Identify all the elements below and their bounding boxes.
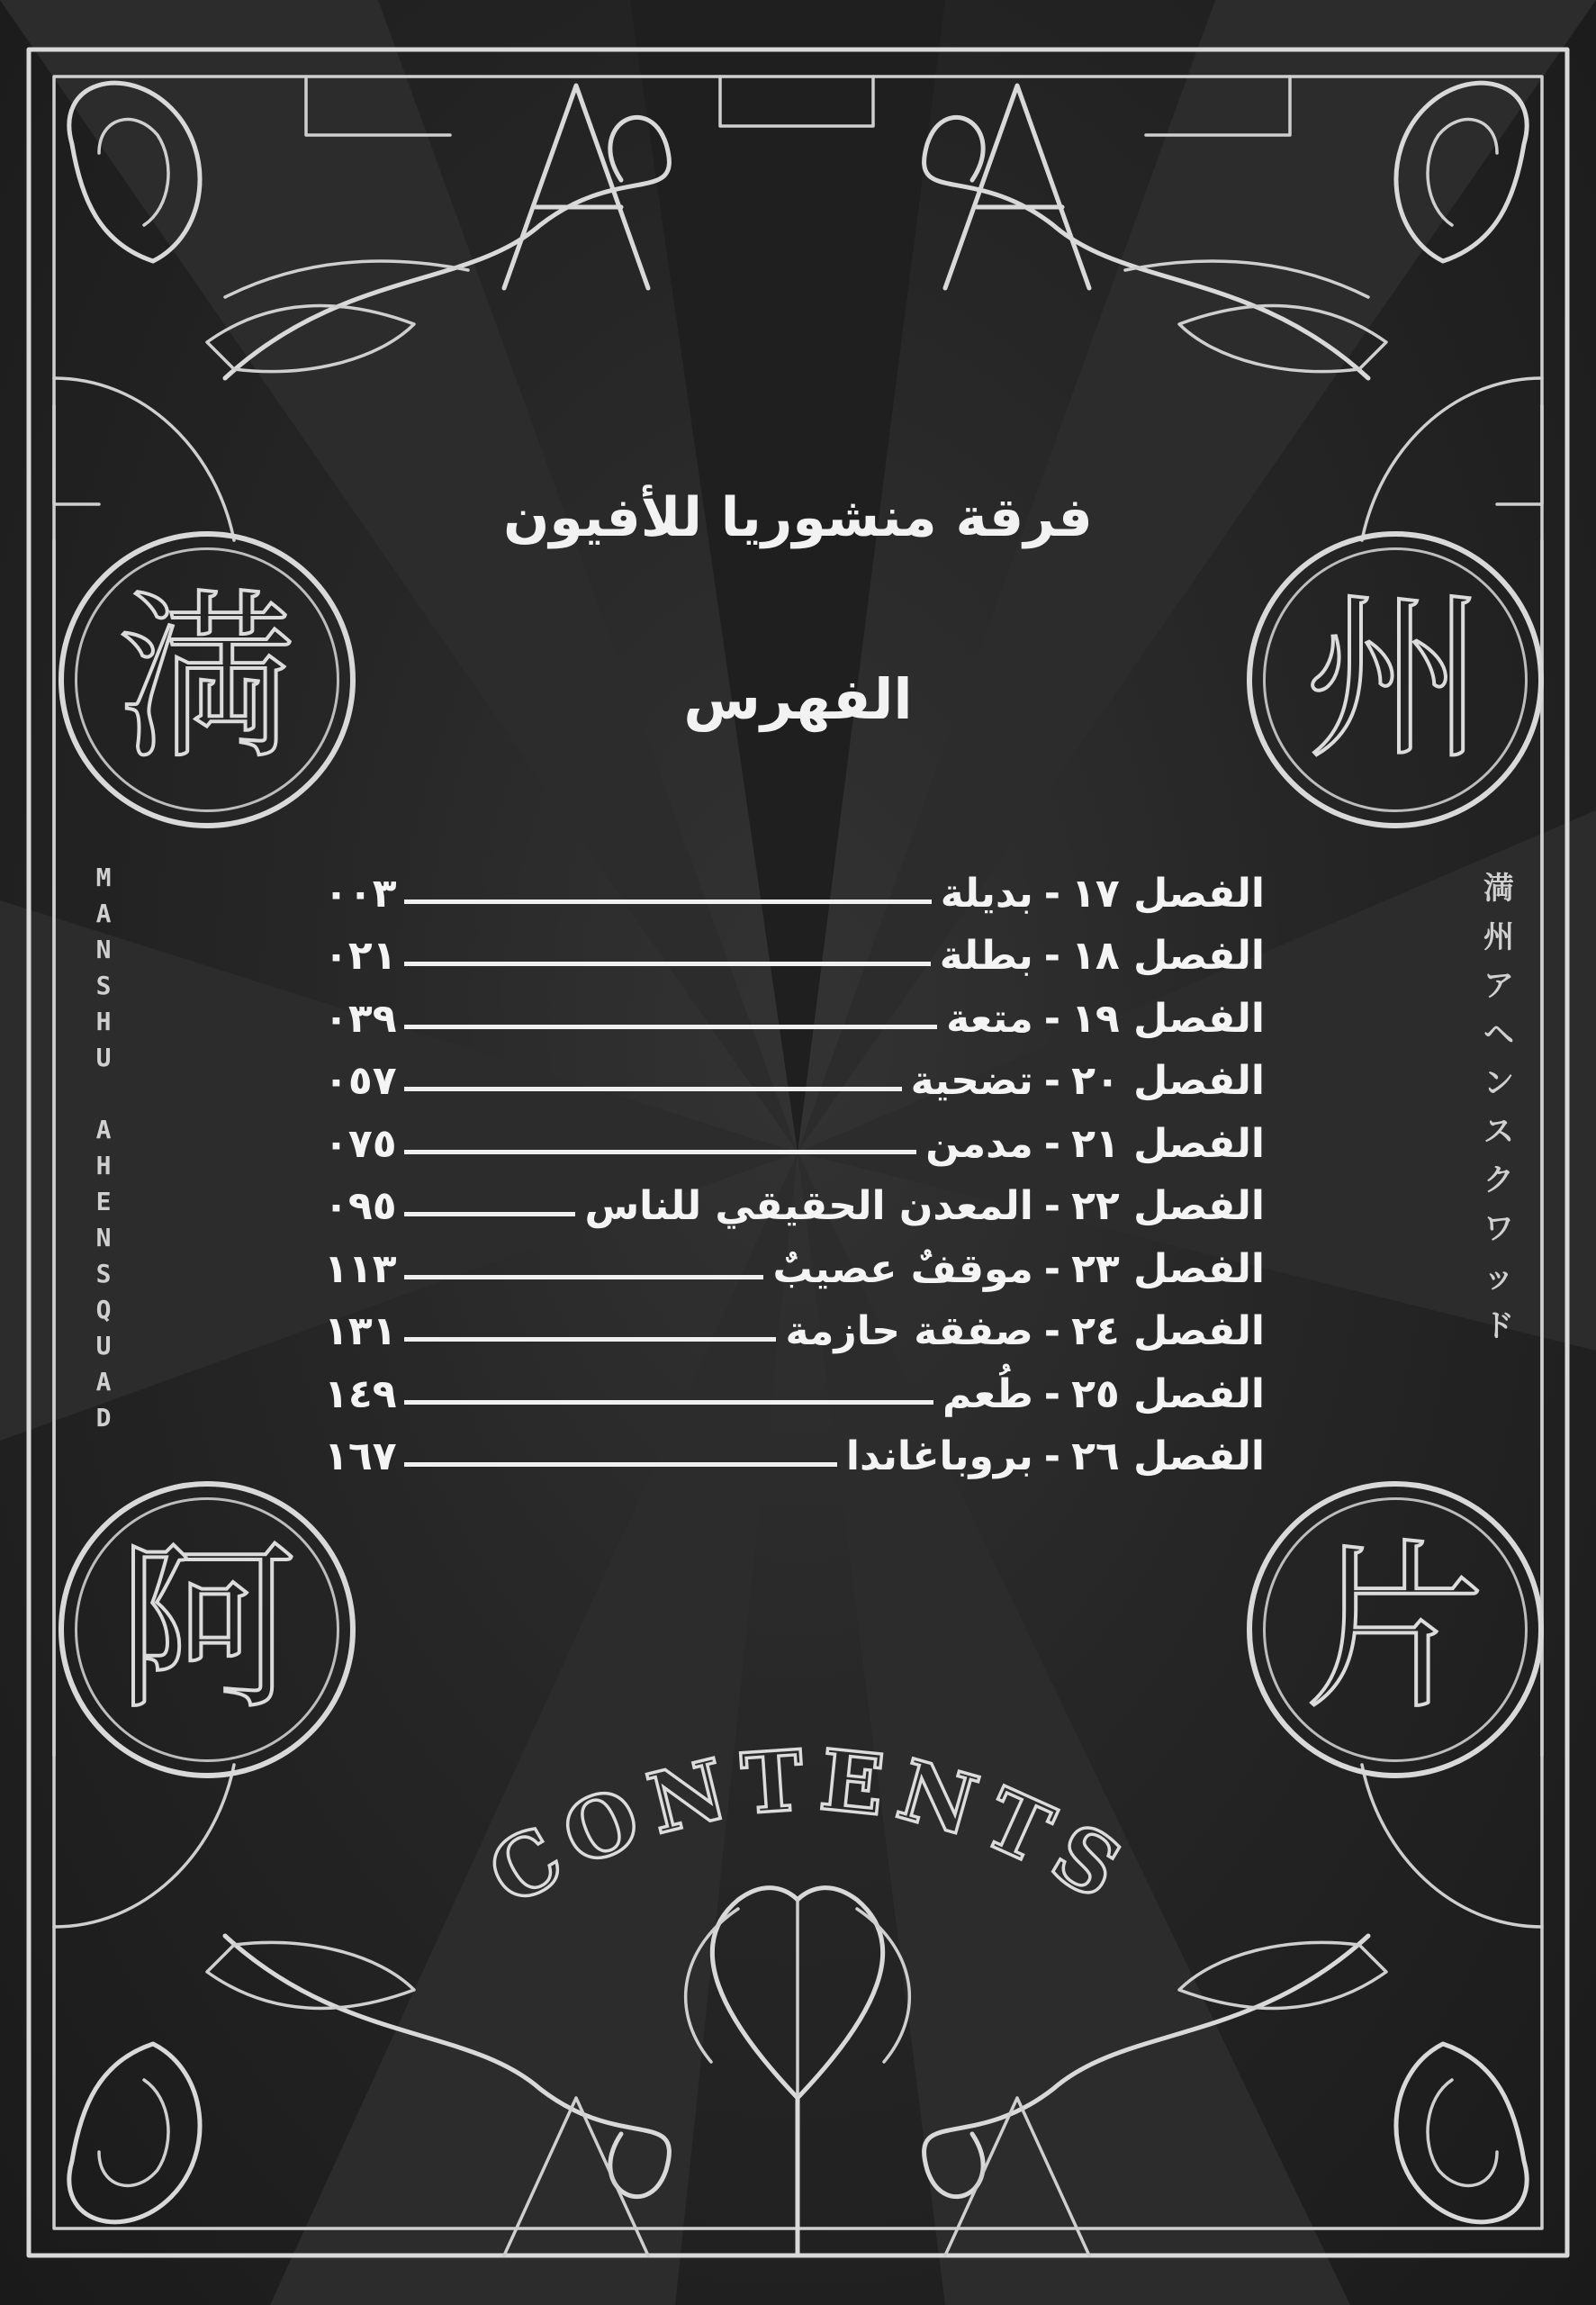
toc-chapter-label: الفصل ١٨ — [1071, 933, 1265, 979]
toc-row — [324, 1042, 1265, 1105]
toc-separator: - — [1043, 1120, 1061, 1167]
seal-glyph-hen: 片 — [1304, 1524, 1485, 1734]
toc-chapter-title: بروباغاندا — [845, 1433, 1033, 1479]
toc-page-number: ٠٢١ — [324, 933, 397, 979]
toc-row — [324, 979, 1265, 1042]
toc-separator: - — [1043, 1370, 1061, 1417]
contents-arc-title — [450, 1711, 1170, 1945]
toc-row — [324, 1292, 1265, 1355]
toc-row — [324, 1167, 1265, 1230]
toc-leader-line — [404, 899, 932, 904]
toc-chapter-title: تضحية — [910, 1058, 1033, 1104]
toc-chapter-title: بطلة — [939, 933, 1033, 979]
toc-row — [324, 854, 1265, 917]
series-title: فرقة منشوريا للأفيون — [503, 486, 1093, 549]
toc-chapter-label: الفصل ٢٠ — [1071, 1058, 1265, 1104]
toc-separator: - — [1043, 995, 1061, 1042]
toc-page-number: ١٦٧ — [324, 1433, 397, 1479]
toc-page-number: ١١٣ — [324, 1245, 397, 1292]
toc-leader-line — [404, 1150, 917, 1154]
toc-leader-line — [404, 1087, 902, 1091]
toc-page-number: ٠٩٥ — [324, 1183, 397, 1229]
toc-leader-line — [404, 1462, 837, 1467]
toc-page-number: ٠٣٩ — [324, 995, 397, 1042]
toc-chapter-title: بديلة — [940, 870, 1033, 917]
toc-leader-line — [404, 1400, 933, 1405]
toc-chapter-title: موقفٌ عصيبٌ — [772, 1245, 1033, 1292]
toc-page-number: ١٤٩ — [324, 1370, 397, 1417]
toc-chapter-label: الفصل ٢٤ — [1071, 1308, 1265, 1354]
toc-chapter-title: متعة — [946, 995, 1033, 1042]
toc-leader-line — [404, 1275, 764, 1279]
toc-page-number: ٠٧٥ — [324, 1120, 397, 1167]
toc-page-number: ٠٥٧ — [324, 1058, 397, 1104]
toc-chapter-label: الفصل ٢٣ — [1071, 1245, 1265, 1292]
seal-glyph-man: 満 — [116, 574, 297, 784]
toc-chapter-label: الفصل ٢١ — [1071, 1120, 1265, 1167]
toc-chapter-label: الفصل ٢٢ — [1071, 1183, 1265, 1229]
seal-glyph-shu: 州 — [1304, 574, 1485, 784]
toc-chapter-title: المعدن الحقيقي للناس — [584, 1183, 1033, 1229]
toc-chapter-label: الفصل ١٩ — [1071, 995, 1265, 1042]
contents-textpath: CONTENTS — [473, 1731, 1149, 1925]
side-text-left: M A N S H U A H E N S Q U A D — [95, 863, 112, 1433]
toc-leader-line — [404, 1025, 937, 1029]
toc-separator: - — [1043, 1183, 1061, 1229]
toc-row — [324, 917, 1265, 980]
toc-row — [324, 1417, 1265, 1480]
toc-chapter-title: مدمن — [925, 1120, 1033, 1167]
toc-separator: - — [1043, 933, 1061, 979]
toc-row — [324, 1354, 1265, 1417]
toc-chapter-label: الفصل ٢٦ — [1071, 1433, 1265, 1479]
side-text-right: 満 州 ア ヘ ン ス ク ワ ッ ド — [1483, 871, 1514, 1344]
toc-separator: - — [1043, 1245, 1061, 1292]
toc-leader-line — [404, 1337, 777, 1342]
contents-arc-text — [473, 1731, 1148, 1925]
index-title: الفهرس — [683, 666, 913, 732]
toc-chapter-title: طُعم — [942, 1370, 1033, 1417]
seal-bottom-left — [59, 1481, 356, 1778]
toc-chapter-title: صفقة حازمة — [785, 1308, 1033, 1354]
toc-separator: - — [1043, 1308, 1061, 1354]
toc-row — [324, 1229, 1265, 1292]
toc-separator: - — [1043, 1433, 1061, 1479]
toc-leader-line — [404, 962, 931, 966]
toc-row — [324, 1104, 1265, 1167]
seal-bottom-right — [1247, 1481, 1544, 1778]
toc-separator: - — [1043, 870, 1061, 917]
table-of-contents — [324, 854, 1265, 1479]
toc-leader-line — [404, 1212, 576, 1216]
toc-separator: - — [1043, 1058, 1061, 1104]
toc-chapter-label: الفصل ١٧ — [1071, 870, 1265, 917]
seal-glyph-a: 阿 — [116, 1524, 297, 1734]
toc-page-number: ٠٠٣ — [324, 870, 397, 917]
toc-page-number: ١٣١ — [324, 1308, 397, 1354]
toc-chapter-label: الفصل ٢٥ — [1071, 1370, 1265, 1417]
